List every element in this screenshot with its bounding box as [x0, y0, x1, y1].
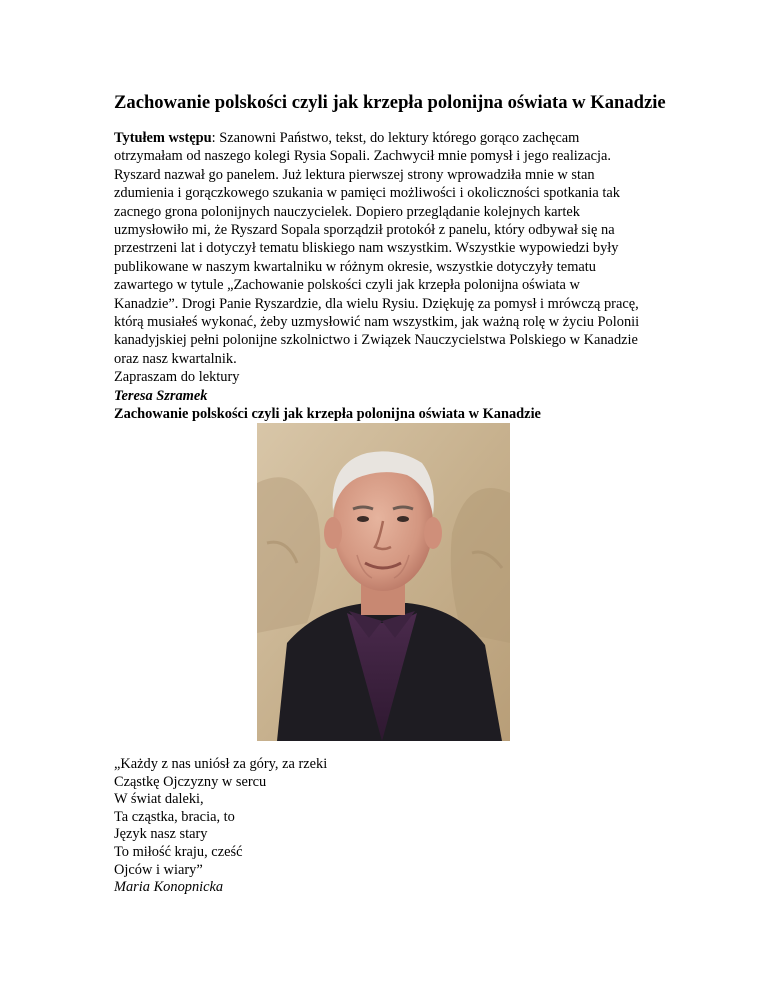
intro-lead-label: Tytułem wstępu: [114, 130, 212, 146]
poem-line: Cząstkę Ojczyzny w sercu: [114, 773, 267, 790]
intro-signature: Teresa Szramek: [114, 387, 208, 404]
poem-line: „Każdy z nas uniósł za góry, za rzeki: [114, 756, 328, 772]
poem-line: Język nasz stary: [114, 826, 208, 843]
poem-line: Ojców i wiary”: [114, 861, 203, 878]
intro-section: [114, 129, 644, 405]
intro-invitation: Zapraszam do lektury: [114, 369, 240, 386]
article-subtitle: Zachowanie polskości czyli jak krzepła polonijna oświata w Kanadzie: [114, 406, 541, 422]
intro-paragraph: [114, 129, 644, 368]
portrait-illustration: [257, 423, 510, 741]
portrait-photo: [257, 423, 510, 741]
poem-line: W świat daleki,: [114, 791, 204, 808]
page-title: Zachowanie polskości czyli jak krzepła polonijna oświata w Kanadzie: [114, 92, 666, 113]
poem-section: [114, 756, 327, 897]
poem-line: Ta cząstka, bracia, to: [114, 808, 235, 825]
poem-author: Maria Konopnicka: [114, 879, 224, 896]
poem-line: To miłość kraju, cześć: [114, 843, 243, 860]
intro-lead-text: : Szanowni Państwo, tekst, do lektury którego gorąco zachęcam otrzymałam od naszego kolegi Rysia Sopali. Zachwycił mnie pomysł i jego realizacja. Ryszard nazwał go panelem. Już lektura pierwszej strony wprowadziła mnie w stan zdumienia i gorączkowego szukania w pamięci możliwości i okoliczności spotkania tak zacnego grona polonijnych nauczycielek. Dopiero przeglądanie kolejnych kartek uzmysłowiło mi, że Ryszard Sopala sporządził protokół z panelu, który odbywał się na przestrzeni lat i dotyczył tematu bliskiego nam wszystkim. Wszystkie wypowiedzi były publikowane w naszym kwartalniku w różnym okresie, wszystkie dotyczyły tematu zawartego w tytule „Zachowanie polskości czyli jak krzepła polonijna oświata w Kanadzie”. Drogi Panie Ryszardzie, dla wielu Rysiu. Dziękuję za pomysł i mrówczą pracę, którą musiałeś wykonać, żeby uzmysłowić nam wszystkim, jak ważną rolę w życiu Polonii kanadyjskiej pełni polonijne szkolnictwo i Związek Nauczycielstwa Polskiego w Kanadzie oraz nasz kwartalnik.: [114, 130, 640, 367]
